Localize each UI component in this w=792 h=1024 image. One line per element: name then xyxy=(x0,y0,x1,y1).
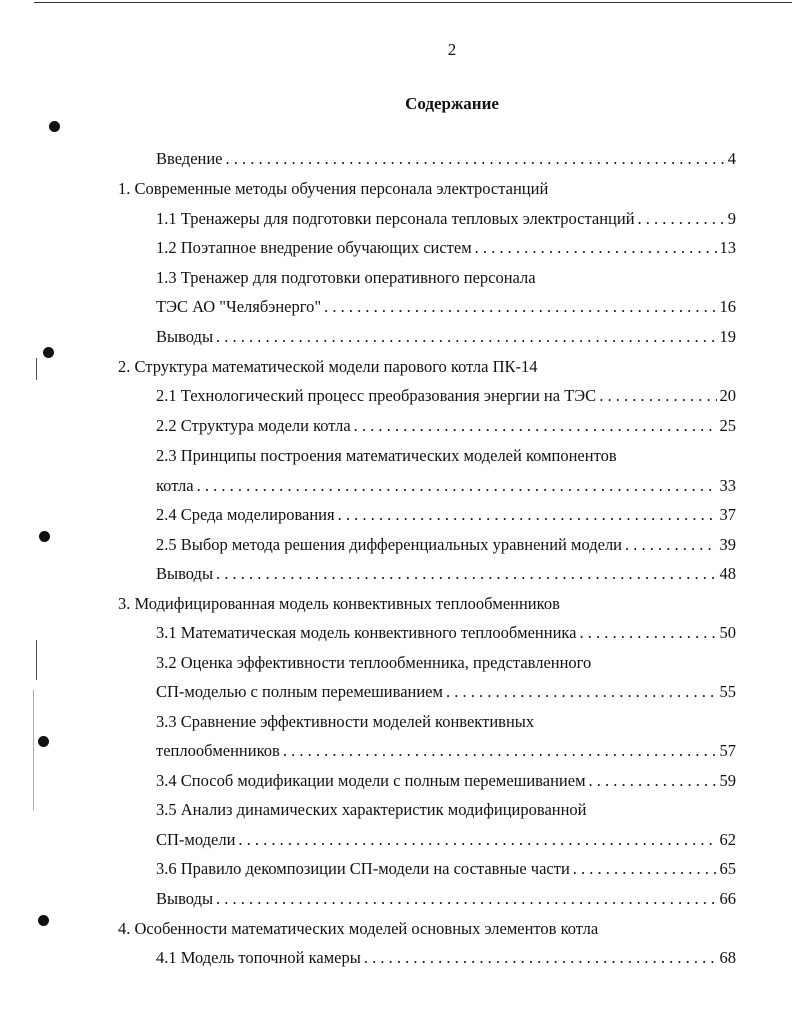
binder-hole-mark xyxy=(38,736,49,747)
toc-entry-title: 3.1 Математическая модель конвективного теплообменника xyxy=(156,623,577,642)
toc-entry-title: 4. Особенности математических моделей основных элементов котла xyxy=(118,919,599,938)
toc-entry xyxy=(156,476,736,506)
page-title: Содержание xyxy=(405,94,499,113)
toc-entry xyxy=(156,653,591,683)
binder-hole-mark xyxy=(39,531,50,542)
toc-entry-title: 3.5 Анализ динамических характеристик модифицированной xyxy=(156,800,587,819)
toc-dot-leader xyxy=(324,297,716,317)
toc-entry-title: СП-моделью с полным перемешиванием xyxy=(156,682,443,701)
toc-entry xyxy=(118,179,548,209)
toc-entry xyxy=(156,416,736,446)
toc-dot-leader xyxy=(238,830,716,850)
toc-entry xyxy=(156,771,736,801)
toc-page-number: 39 xyxy=(719,535,736,554)
toc-dot-leader xyxy=(625,535,716,555)
toc-dot-leader xyxy=(599,386,716,406)
toc-page-number: 62 xyxy=(719,830,736,849)
toc-entry-title: 3.6 Правило декомпозиции СП-модели на составные части xyxy=(156,859,570,878)
toc-entry-title: 2.4 Среда моделирования xyxy=(156,505,335,524)
toc-entry-title: 2.3 Принципы построения математических моделей компонентов xyxy=(156,446,617,465)
toc-page-number: 59 xyxy=(719,771,736,790)
toc-entry xyxy=(156,948,736,978)
toc-entry-title: 3.3 Сравнение эффективности моделей конвективных xyxy=(156,712,535,731)
toc-entry-title: 1.2 Поэтапное внедрение обучающих систем xyxy=(156,238,472,257)
toc-entry xyxy=(156,149,736,179)
toc-entry xyxy=(156,741,736,771)
toc-page-number: 13 xyxy=(719,238,736,257)
toc-entry xyxy=(156,238,736,268)
scan-artifact xyxy=(36,640,37,680)
toc-dot-leader xyxy=(283,741,717,761)
toc-page-number: 20 xyxy=(719,386,736,405)
toc-page-number: 33 xyxy=(719,476,736,495)
toc-page-number: 19 xyxy=(719,327,736,346)
toc-entry-title: 1.3 Тренажер для подготовки оперативного персонала xyxy=(156,268,536,287)
page-number: 2 xyxy=(447,40,457,59)
scan-artifact xyxy=(36,358,37,380)
toc-page-number: 37 xyxy=(719,505,736,524)
scan-artifact xyxy=(33,690,34,810)
toc-page-number: 68 xyxy=(719,948,736,967)
binder-hole-mark xyxy=(43,347,54,358)
toc-page-number: 50 xyxy=(719,623,736,642)
toc-entry-title: Выводы xyxy=(156,564,214,583)
toc-entry-title: теплообменников xyxy=(156,741,280,760)
toc-dot-leader xyxy=(226,149,725,169)
toc-entry-title: Выводы xyxy=(156,889,214,908)
scan-top-border xyxy=(34,2,792,3)
toc-entry-title: 3. Модифицированная модель конвективных теплообменников xyxy=(118,594,560,613)
toc-entry-title: 2.1 Технологический процесс преобразования энергии на ТЭС xyxy=(156,386,597,405)
toc-entry xyxy=(156,800,587,830)
toc-entry xyxy=(156,327,736,357)
toc-page-number: 16 xyxy=(719,297,736,316)
toc-dot-leader xyxy=(589,771,717,791)
toc-entry xyxy=(156,446,617,476)
toc-page-number: 4 xyxy=(727,149,736,168)
toc-entry xyxy=(156,209,736,239)
toc-entry xyxy=(156,535,736,565)
toc-entry-title: 2.2 Структура модели котла xyxy=(156,416,351,435)
toc-dot-leader xyxy=(573,859,717,879)
toc-entry-title: котла xyxy=(156,476,194,495)
toc-entry xyxy=(156,830,736,860)
toc-entry xyxy=(156,268,536,298)
toc-page-number: 9 xyxy=(727,209,736,228)
toc-entry-title: СП-модели xyxy=(156,830,236,849)
toc-entry xyxy=(156,505,736,535)
toc-page-number: 66 xyxy=(719,889,736,908)
toc-entry xyxy=(156,889,736,919)
toc-dot-leader xyxy=(216,889,716,909)
toc-entry-title: ТЭС АО "Челябэнерго" xyxy=(156,297,322,316)
toc-dot-leader xyxy=(364,948,717,968)
toc-entry xyxy=(156,564,736,594)
toc-page-number: 48 xyxy=(719,564,736,583)
toc-entry-title: 3.4 Способ модификации модели с полным перемешиванием xyxy=(156,771,586,790)
toc-entry xyxy=(118,919,598,949)
toc-dot-leader xyxy=(216,327,716,347)
toc-entry xyxy=(156,712,534,742)
toc-dot-leader xyxy=(446,682,717,702)
toc-dot-leader xyxy=(338,505,717,525)
toc-entry-title: 3.2 Оценка эффективности теплообменника, представленного xyxy=(156,653,592,672)
toc-page-number: 25 xyxy=(719,416,736,435)
binder-hole-mark xyxy=(38,915,49,926)
toc-page-number: 65 xyxy=(719,859,736,878)
binder-hole-mark xyxy=(49,121,60,132)
toc-entry xyxy=(156,859,736,889)
toc-dot-leader xyxy=(216,564,716,584)
toc-entry-title: 1. Современные методы обучения персонала электростанций xyxy=(118,179,549,198)
toc-entry xyxy=(156,386,736,416)
toc-entry-title: Выводы xyxy=(156,327,214,346)
toc-entry xyxy=(118,357,538,387)
toc-entry-title: 1.1 Тренажеры для подготовки персонала тепловых электростанций xyxy=(156,209,635,228)
toc-page-number: 55 xyxy=(719,682,736,701)
toc-dot-leader xyxy=(638,209,725,229)
toc-entry xyxy=(156,682,736,712)
toc-dot-leader xyxy=(475,238,717,258)
toc-dot-leader xyxy=(197,476,717,496)
toc-entry xyxy=(118,594,560,624)
toc-page-number: 57 xyxy=(719,741,736,760)
toc-entry-title: 4.1 Модель топочной камеры xyxy=(156,948,361,967)
toc-entry xyxy=(156,297,736,327)
toc-entry-title: Введение xyxy=(156,149,223,168)
toc-dot-leader xyxy=(354,416,717,436)
toc-entry-title: 2. Структура математической модели парового котла ПК-14 xyxy=(118,357,538,376)
toc-entry-title: 2.5 Выбор метода решения дифференциальных уравнений модели xyxy=(156,535,623,554)
toc-dot-leader xyxy=(580,623,717,643)
toc-entry xyxy=(156,623,736,653)
